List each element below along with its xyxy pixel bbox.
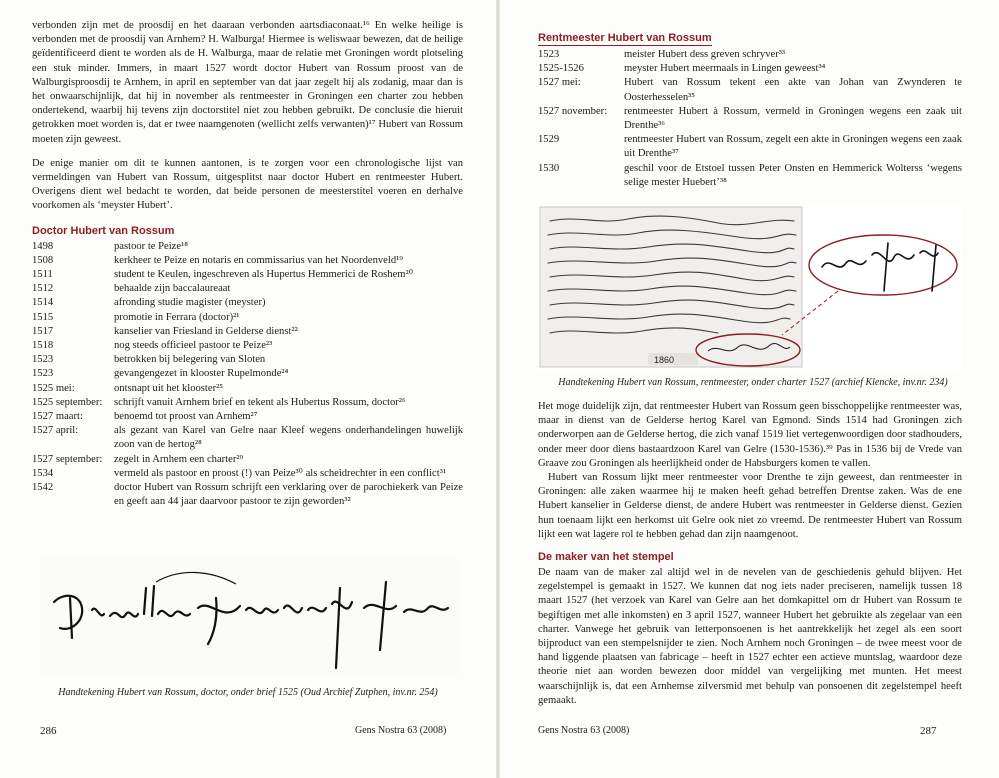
timeline-year: 1529 xyxy=(538,134,560,146)
timeline-row xyxy=(32,410,463,424)
timeline-year: 1527 november: xyxy=(538,105,608,117)
timeline-row xyxy=(32,353,463,367)
timeline-event: kanselier van Friesland in Gelderse dienst²² xyxy=(114,325,298,337)
timeline-row xyxy=(32,240,463,254)
timeline-year: 1534 xyxy=(32,467,54,479)
timeline-row xyxy=(32,268,463,282)
left-text-column xyxy=(32,19,463,510)
rentmeester-timeline xyxy=(538,48,962,190)
timeline-row xyxy=(32,481,463,509)
timeline-row xyxy=(32,382,463,396)
doctor-timeline xyxy=(32,240,463,510)
charter-scan xyxy=(538,205,962,371)
timeline-year: 1517 xyxy=(32,325,54,337)
timeline-event: gevangengezet in klooster Rupelmonde²⁴ xyxy=(114,368,289,380)
timeline-year: 1542 xyxy=(32,482,54,494)
timeline-year: 1518 xyxy=(32,340,54,352)
timeline-year: 1508 xyxy=(32,254,54,266)
section-heading-rentmeester: Rentmeester Hubert van Rossum xyxy=(538,32,712,44)
timeline-year: 1515 xyxy=(32,311,54,323)
left-page xyxy=(0,0,497,778)
timeline-row xyxy=(538,48,962,62)
timeline-row xyxy=(538,105,962,133)
timeline-year: 1525-1526 xyxy=(538,63,584,75)
timeline-row xyxy=(32,296,463,310)
timeline-row xyxy=(32,325,463,339)
timeline-event: vermeld als pastoor en proost (!) van Peize³⁰ als scheidrechter in een conflict³¹ xyxy=(114,467,447,479)
timeline-row xyxy=(32,254,463,268)
timeline-event: nog steeds officieel pastoor te Peize²³ xyxy=(114,340,273,352)
timeline-event: behaalde zijn baccalaureaat xyxy=(114,283,231,295)
timeline-year: 1527 maart: xyxy=(32,411,83,423)
timeline-row xyxy=(32,282,463,296)
timeline-year: 1527 april: xyxy=(32,425,79,437)
timeline-event: student te Keulen, ingeschreven als Hupertus Hemmerici de Roshem²⁰ xyxy=(114,269,413,281)
timeline-event: afronding studie magister (meyster) xyxy=(114,297,266,309)
timeline-row xyxy=(32,396,463,410)
running-footer-left: Gens Nostra 63 (2008) xyxy=(355,724,447,736)
timeline-year: 1511 xyxy=(32,269,53,281)
running-footer-right: Gens Nostra 63 (2008) xyxy=(538,724,630,736)
timeline-event: zegelt in Arnhem een charter²⁹ xyxy=(114,453,244,465)
timeline-row xyxy=(538,133,962,161)
timeline-year: 1523 xyxy=(538,49,560,60)
timeline-year: 1514 xyxy=(32,297,54,309)
timeline-year: 1530 xyxy=(538,162,560,174)
timeline-row xyxy=(32,311,463,325)
timeline-row xyxy=(32,467,463,481)
timeline-row xyxy=(32,424,463,452)
timeline-row xyxy=(538,62,962,76)
page-number-left: 286 xyxy=(40,724,57,737)
timeline-event: meyster Hubert meermaals in Lingen geweest³⁴ xyxy=(624,63,826,75)
timeline-row xyxy=(32,339,463,353)
timeline-event: benoemd tot proost van Arnhem²⁷ xyxy=(114,411,258,423)
timeline-event: ontsnapt uit het klooster²⁵ xyxy=(114,382,223,394)
timeline-year: 1523 xyxy=(32,368,54,380)
timeline-year: 1527 mei: xyxy=(538,77,581,89)
right-paragraph-3: De naam van de maker zal altijd wel in de nevelen van de geschiedenis gehuld blijven. Het zegelstempel is gemaakt in 1527. We kunnen dat nog iets nader preciseren, namelijk tussen 18 maart 1527 (het verzoek van Karel van Gelre aan het domkapittel om dr Hubert van Rossum te begiftigen met alle inkomsten) en 3 april 1527, wanneer Hubert het gebruikte als zegelaar van een charter. Vanwege het gebruik van letterponsoenen is het aantrekkelijk het zegel als een soort bijproduct van een stempelsnijder te zien. Noch Arnhem noch Groningen – de twee meest voor de hand liggende plaatsen van fabricage – heeft in 1527 echter een actieve muntslag, waardoor deze theorie niet aan worden bewezen door middel van vergelijking met munten. Het meest waarschijnlijk is, dat een Arnhemse zilversmid met behulp van ponsoenen dit zegelstempel heeft gemaakt. xyxy=(538,567,962,706)
doctor-signature-image xyxy=(40,558,460,676)
left-paragraph-1: verbonden zijn met de proosdij en het daaraan verbonden aartsdiaconaat.¹⁶ En welke heilige is verbonden met de proosdij van Arnhem? H. Walburga! Hiermee is weliswaar bewezen, dat de heilige geïdentificeerd dient te worden als de H. Walburga, maar de relatie met Groningen wordt plotseling een stuk minder. Immers, in maart 1527 wordt doctor Hubert van Rossum proost van de Walburgisproosdij te Arnhem, in april en september van dat jaar zegelt hij als zodanig, maar dan is het onwaarschijnlijk, dat hij in november als rentmeester in Groningen een charter zou hebben ondertekend, waarbij hij tevens zijn doctorstitel niet zou hebben gebruikt. De conclusie die hieruit getrokken moet worden is, dat er twee naamgenoten (wellicht zelfs verwanten)¹⁷ Hubert van Rossum moeten zijn geweest. xyxy=(32,20,463,145)
timeline-row xyxy=(32,367,463,381)
timeline-event: Hubert van Rossum tekent een akte van Johan van Zwynderen te Oosterhesselen³⁵ xyxy=(624,77,962,103)
timeline-event: rentmeester Hubert van Rossum, zegelt een akte in Groningen wegens een zaak uit Drenthe³⁷ xyxy=(624,134,962,160)
timeline-year: 1498 xyxy=(32,240,54,252)
timeline-year: 1525 september: xyxy=(32,396,103,408)
right-paragraph-1: Het moge duidelijk zijn, dat rentmeester Hubert van Rossum geen bisschoppelijke rentmeester was, maar in dienst van de Gelderse hertog Karel van Egmond. Sinds 1514 had Groningen zich onderworpen aan de Gelderse hertog, die zich vanaf 1519 liet vertegenwoordigen door stadhouders, onder meer door diens bastaardzoon Karel van Gelre (1530-1536).³⁹ Pas in 1536 bij de Vrede van Graave zou Groningen als heerlijkheid onder de Habsburgers komen te vallen. xyxy=(538,401,962,469)
timeline-event: geschil voor de Etstoel tussen Peter Onsten en Hemmerick Wolterss ‘wegens selige mester Huebert’³⁸ xyxy=(624,162,962,188)
timeline-event: schrijft vanuit Arnhem brief en tekent als Hubertus Rossum, doctor²⁶ xyxy=(114,396,406,408)
right-paragraph-2: Hubert van Rossum lijkt meer rentmeester voor Drenthe te zijn geweest, dan rentmeester in Groningen: alle zaken waarmee hij te maken heeft gehad betreffen Drentse zaken. Was de ene Hubert kanselier in Gelderse dienst, de andere Hubert was rentmeester in Gelderse dienst. Gezien hun toenaam lijkt een herkomst uit Gelre ook niet zo vreemd. De rentmeester Hubert van Rossum lijkt een wat lagere rol te hebben gehad dan zijn naamgenoot. xyxy=(538,472,962,540)
timeline-row xyxy=(538,162,962,190)
timeline-event: meister Hubert dess greven schryver³³ xyxy=(624,49,786,60)
timeline-year: 1527 september: xyxy=(32,453,103,465)
charter-figure xyxy=(538,205,962,371)
timeline-event: doctor Hubert van Rossum schrijft een verklaring over de parochiekerk van Peize en geeft aan 44 jaar daarvoor pastoor te zijn geworden³² xyxy=(114,482,463,508)
timeline-event: kerkheer te Peize en notaris en commissarius van het Noordenveld¹⁹ xyxy=(114,254,403,266)
rentmeester-signature-caption: Handtekening Hubert van Rossum, rentmeester, onder charter 1527 (archief Klencke, inv.nr. 234) xyxy=(558,377,948,388)
right-text-column xyxy=(538,31,962,190)
timeline-row xyxy=(538,76,962,104)
timeline-event: pastoor te Peize¹⁸ xyxy=(114,240,188,252)
timeline-event: rentmeester Hubert à Rossum, vermeld in Groningen wegens een zaak uit Drenthe³⁶ xyxy=(624,105,962,132)
timeline-event: als gezant van Karel van Gelre naar Kleef wegens onderhandelingen huwelijk zoon van de hertog²⁸ xyxy=(114,425,463,451)
timeline-year: 1523 xyxy=(32,354,54,366)
archive-stamp-number: 1860 xyxy=(654,355,675,365)
timeline-year: 1525 mei: xyxy=(32,382,75,394)
timeline-event: betrokken bij belegering van Sloten xyxy=(114,354,266,366)
right-page xyxy=(500,0,999,778)
doctor-signature-caption: Handtekening Hubert van Rossum, doctor, onder brief 1525 (Oud Archief Zutphen, inv.nr. 254) xyxy=(58,687,438,698)
signature-scan xyxy=(40,558,460,676)
timeline-row xyxy=(32,453,463,467)
section-heading-maker: De maker van het stempel xyxy=(538,551,674,564)
right-body-text xyxy=(538,400,962,718)
left-paragraph-2: De enige manier om dit te kunnen aantonen, is te zorgen voor een chronologische lijst van vermeldingen van Hubert van Rossum, uitgesplitst naar doctor Hubert en rentmeester Hubert. Overigens dient wel bedacht te worden, dat beide personen de meesterstitel voeren en derhalve voorkomen als ‘meyster Hubert’. xyxy=(32,157,463,212)
timeline-year: 1512 xyxy=(32,283,54,295)
timeline-event: promotie in Ferrara (doctor)²¹ xyxy=(114,311,240,323)
section-heading-doctor: Doctor Hubert van Rossum xyxy=(32,224,175,237)
page-number-right: 287 xyxy=(920,724,937,737)
